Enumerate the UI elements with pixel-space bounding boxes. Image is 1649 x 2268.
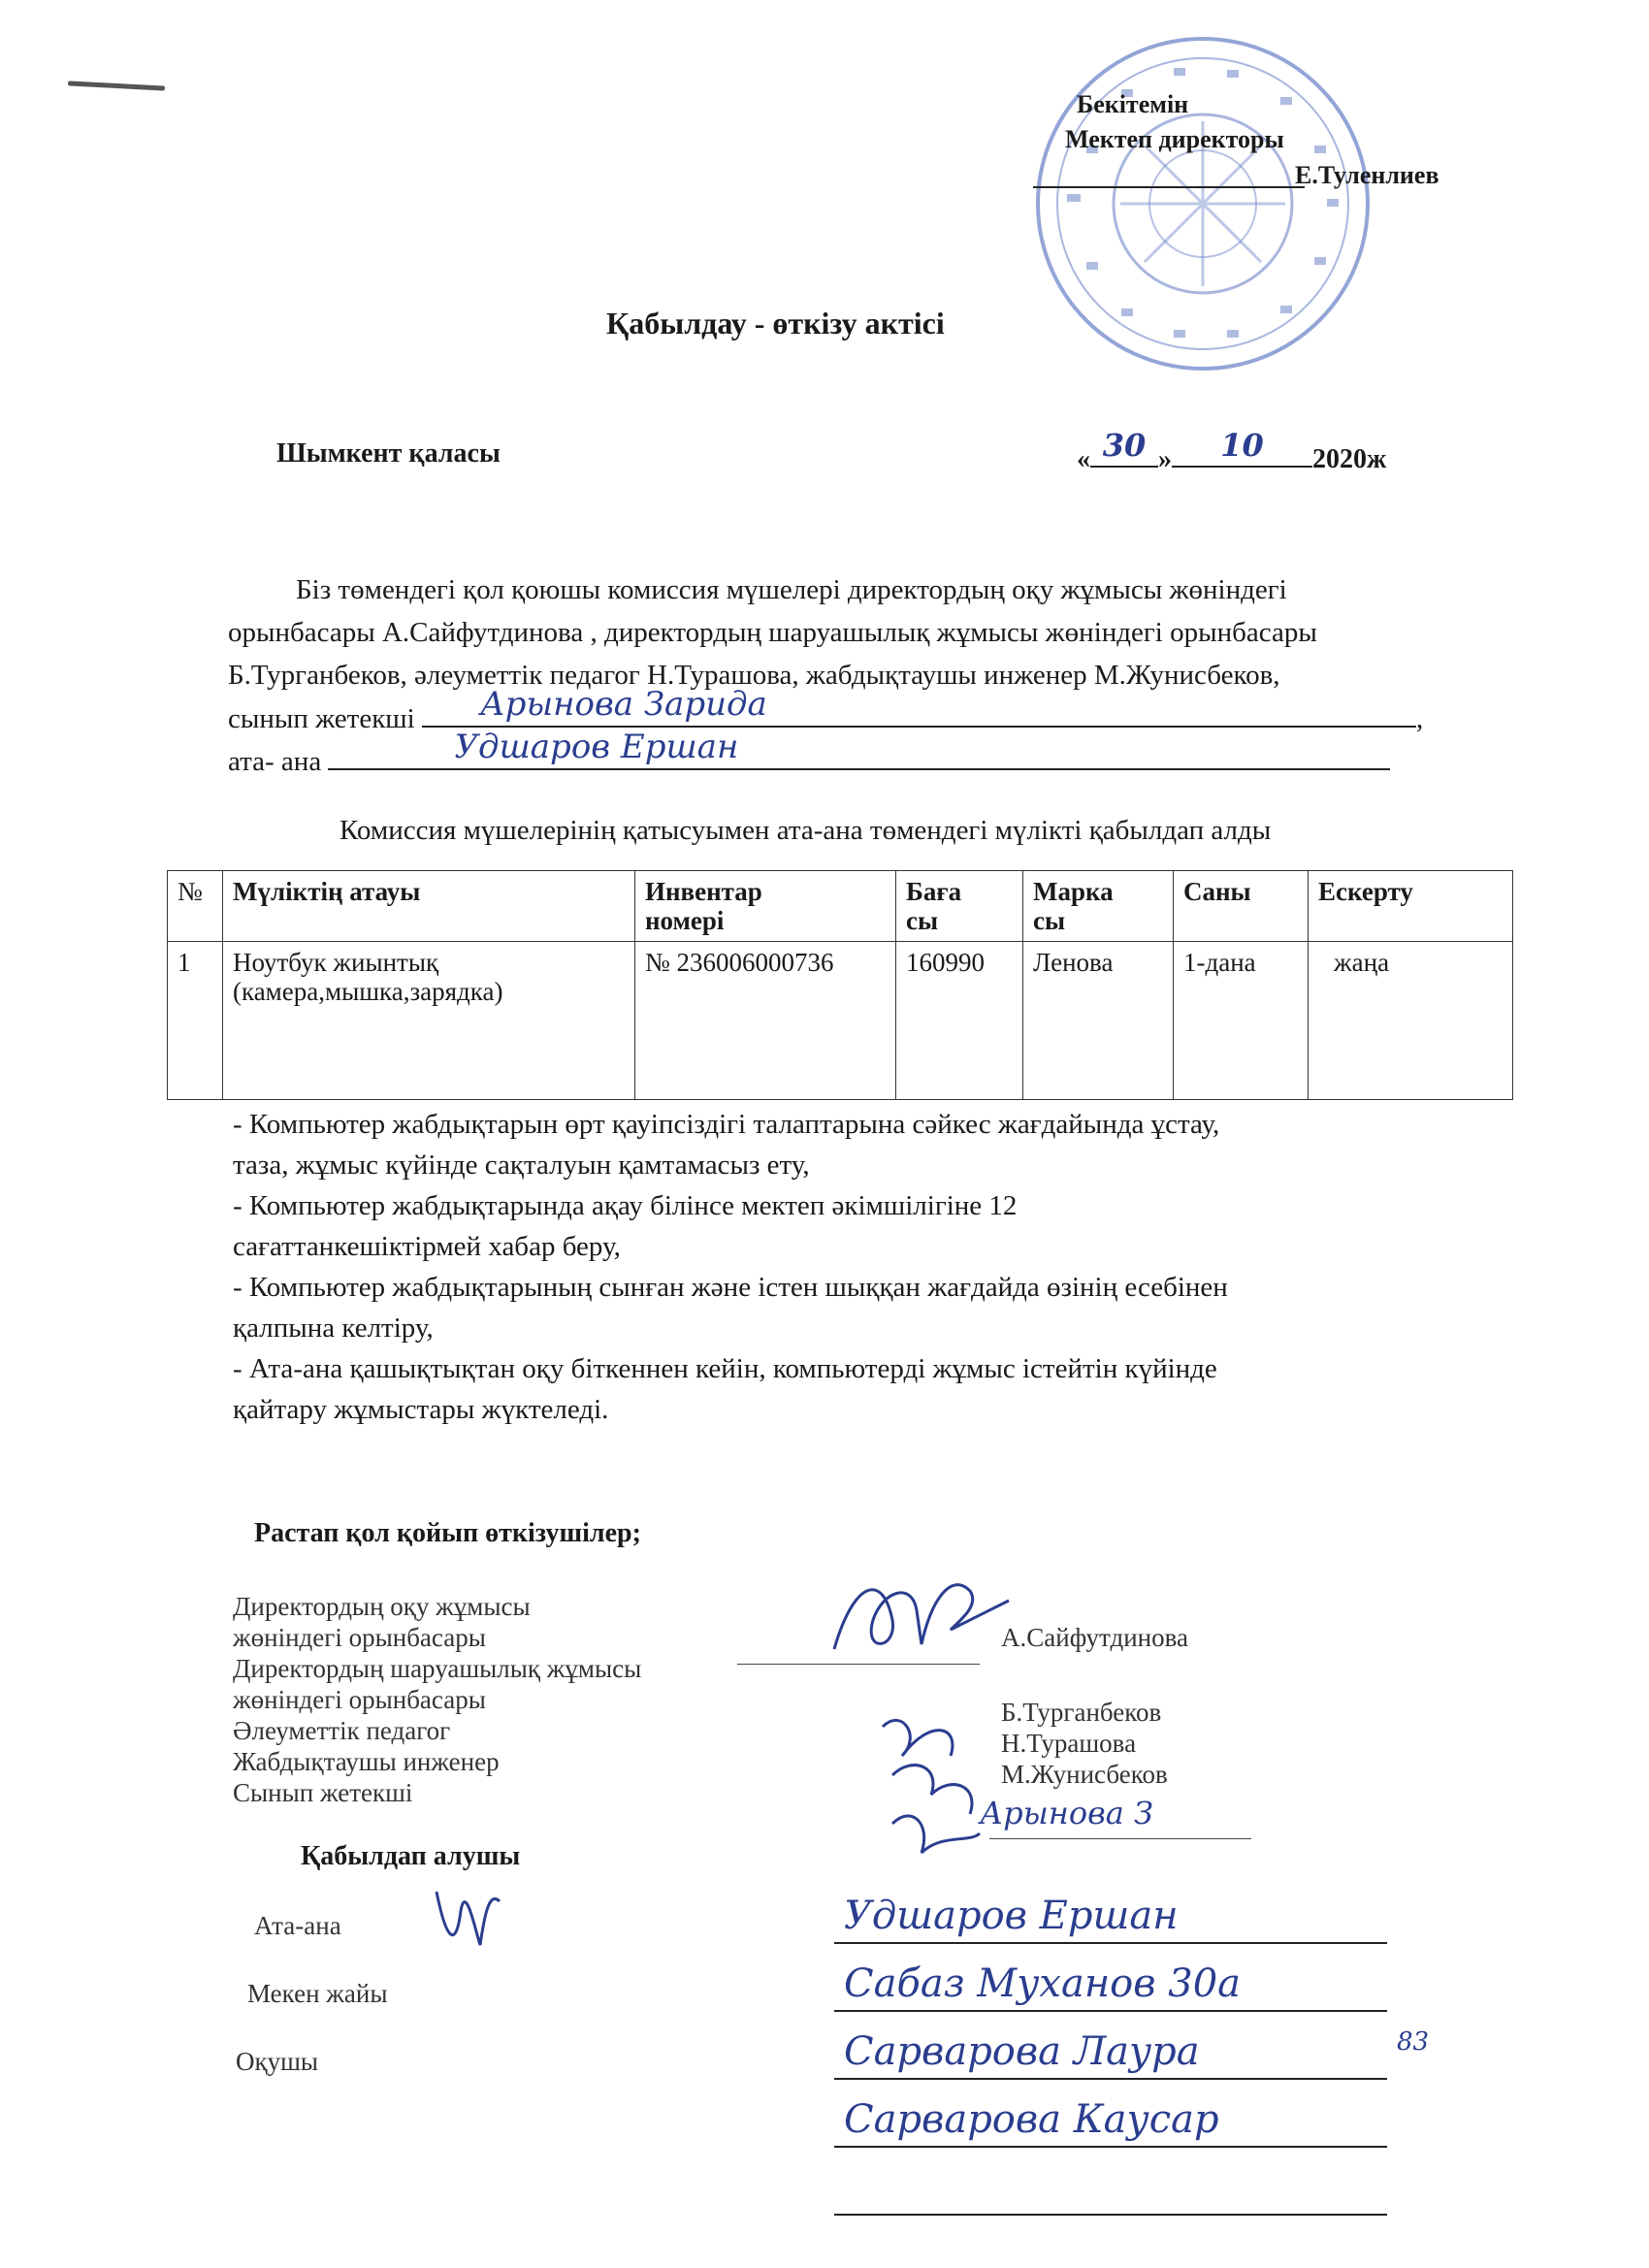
class-teacher-value: Арынова Зарида [479, 685, 767, 724]
director-title: Мектеп директоры [1065, 125, 1284, 153]
class-teacher-signature: Арынова З [980, 1795, 1153, 1831]
duty-line: - Ата-ана қашықтықтан оқу біткеннен кейін, компьютерді жұмыс істейтін күйінде [233, 1353, 1217, 1384]
duty-line: - Компьютер жабдықтарының сынған және істен шыққан жағдайда өзінің есебінен [233, 1272, 1228, 1303]
receiver-student-label: Оқушы [236, 2047, 319, 2076]
signature-roles [233, 1591, 641, 1808]
receiver-student-field-2 [834, 2097, 1387, 2148]
parent-label: ата- ана [228, 746, 322, 777]
signer-name-1: А.Сайфутдинова [1001, 1623, 1188, 1652]
cell-price: 160990 [896, 942, 1023, 1100]
receiver-student-value-2: Сарварова Каусар [844, 2097, 1219, 2142]
receiver-parent-label: Ата-ана [254, 1911, 341, 1940]
role-line: Әлеуметтік педагог [233, 1716, 451, 1745]
class-teacher-label: сынып жетекші [228, 703, 415, 734]
date-close-quote: » [1158, 444, 1172, 474]
signer-name-4: М.Жунисбеков [1001, 1760, 1168, 1789]
duty-line: - Компьютер жабдықтарын өрт қауіпсіздігі талаптарына сәйкес жағдайында ұстау, [233, 1109, 1220, 1140]
receiver-student-value-1: Сарварова Лаура [844, 2029, 1200, 2074]
signer-name-2: Б.Турганбеков [1001, 1698, 1162, 1727]
duties-list [233, 1104, 1513, 1430]
receiver-extra-line [834, 2171, 1387, 2216]
signatures-heading: Растап қол қойып өткізушілер; [254, 1518, 641, 1548]
role-line: Директордың шаруашылық жұмысы [233, 1654, 642, 1683]
header-quantity: Саны [1174, 871, 1309, 942]
signature-scribble-1 [824, 1562, 1018, 1669]
commission-sentence: Комиссия мүшелерінің қатысуымен ата-ана төмендегі мүлікті қабылдап алды [340, 815, 1272, 846]
role-line: Директордың оқу жұмысы [233, 1592, 531, 1621]
receiver-parent-field [834, 1894, 1387, 1944]
receiver-signature [427, 1872, 504, 1960]
receiver-address-field [834, 1961, 1387, 2012]
city-name: Шымкент қаласы [276, 438, 501, 469]
document-date [1077, 427, 1387, 475]
role-line: жөніндегі орынбасары [233, 1685, 486, 1714]
duty-line: таза, жұмыс күйінде сақталуын қамтамасыз ету, [233, 1150, 810, 1181]
director-name: Е.Туленлиев [1295, 161, 1439, 189]
official-stamp [1028, 29, 1377, 378]
duty-line: сағаттанкешіктірмей хабар беру, [233, 1231, 621, 1262]
header-inventory-number: Инвентар номері [635, 871, 896, 942]
intro-line-2: орынбасары А.Сайфутдинова , директордың шаруашылық жұмысы жөніндегі орынбасары [228, 617, 1317, 648]
class-teacher-signature-line [989, 1838, 1251, 1839]
receiver-heading: Қабылдап алушы [301, 1841, 521, 1871]
table-header-row [168, 871, 1513, 942]
inventory-table [167, 870, 1513, 1100]
receiver-parent-value: Удшаров Ершан [844, 1894, 1179, 1938]
approve-label: Бекітемін [1077, 90, 1189, 118]
cell-brand: Ленова [1023, 942, 1174, 1100]
receiver-address-label: Мекен жайы [247, 1979, 388, 2008]
cell-note: жаңа [1309, 942, 1513, 1100]
cell-item-name: Ноутбук жиынтық (камера,мышка,зарядка) [223, 942, 635, 1100]
cell-inventory-number: № 236006000736 [635, 942, 896, 1100]
table-row [168, 942, 1513, 1100]
date-month: 10 [1220, 427, 1264, 464]
date-year: 2020ж [1312, 444, 1387, 474]
header-price: Баға сы [896, 871, 1023, 942]
signer-name-3: Н.Турашова [1001, 1729, 1137, 1758]
receiver-student-note: 83 [1397, 2027, 1430, 2057]
cell-quantity: 1-дана [1174, 942, 1309, 1100]
scan-mark [68, 81, 165, 90]
date-month-field [1172, 427, 1312, 468]
intro-line-1: Біз төмендегі қол қоюшы комиссия мүшелері директордың оқу жұмысы жөніндегі [296, 574, 1287, 605]
header-item-name: Мүліктің атауы [223, 871, 635, 942]
document-title: Қабылдау - өткізу актісі [606, 306, 945, 340]
receiver-student-field-1 [834, 2029, 1387, 2080]
role-line: жөніндегі орынбасары [233, 1623, 486, 1652]
date-day-field [1090, 427, 1158, 468]
date-day: 30 [1102, 427, 1147, 464]
parent-field [328, 728, 1390, 770]
header-number: № [168, 871, 223, 942]
cell-number: 1 [168, 942, 223, 1100]
header-brand: Марка сы [1023, 871, 1174, 942]
receiver-address-value: Сабаз Муханов 30а [844, 1961, 1241, 2006]
duty-line: қайтару жұмыстары жүктеледі. [233, 1394, 609, 1425]
intro-line-3: Б.Турганбеков, әлеуметтік педагог Н.Турашова, жабдықтаушы инженер М.Жунисбеков, [228, 660, 1280, 691]
role-line: Сынып жетекші [233, 1778, 413, 1807]
signature-scribble-2 [873, 1698, 999, 1863]
class-teacher-row: сынып жетекші Арынова Зарида , [228, 685, 1424, 734]
header-note: Ескерту [1309, 871, 1513, 942]
role-line: Жабдықтаушы инженер [233, 1747, 500, 1776]
parent-row [228, 728, 1390, 781]
parent-value: Удшаров Ершан [454, 728, 739, 766]
duty-line: қалпына келтіру, [233, 1312, 434, 1344]
duty-line: - Компьютер жабдықтарында ақау білінсе мектеп әкімшілігіне 12 [233, 1190, 1018, 1221]
director-signature-line [1033, 186, 1305, 188]
class-teacher-field [422, 685, 1416, 728]
date-open-quote: « [1077, 444, 1090, 474]
